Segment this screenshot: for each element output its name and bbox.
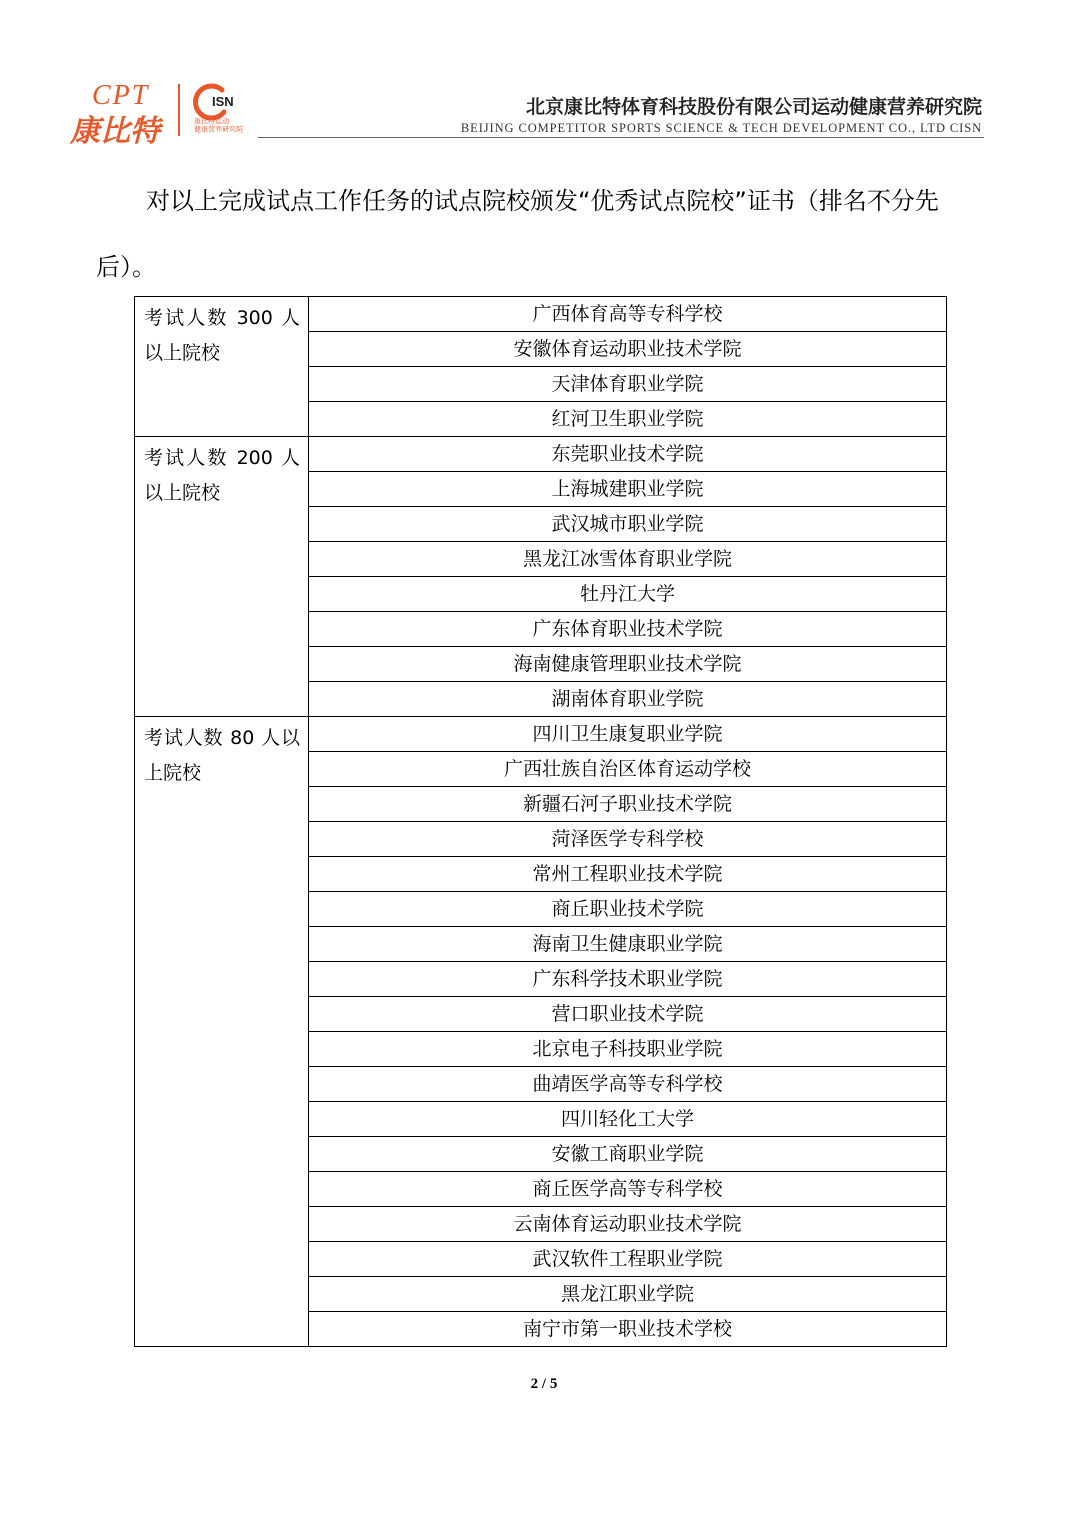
school-name-cell: 广东科学技术职业学院	[309, 962, 947, 997]
school-name-cell: 上海城建职业学院	[309, 472, 947, 507]
school-name-cell: 海南健康管理职业技术学院	[309, 647, 947, 682]
org-name-en: BEIJING COMPETITOR SPORTS SCIENCE & TECH DEVELOPMENT CO., LTD CISN	[460, 121, 982, 135]
school-name-cell: 营口职业技术学院	[309, 997, 947, 1032]
intro-paragraph	[96, 168, 984, 300]
award-table	[134, 296, 947, 1347]
category-cell: 考试人数 200 人以上院校	[135, 437, 309, 717]
school-name-cell: 红河卫生职业学院	[309, 402, 947, 437]
school-name-cell: 四川轻化工大学	[309, 1102, 947, 1137]
school-name-cell: 广西体育高等专科学校	[309, 297, 947, 332]
cisn-logo-en: ISN	[212, 94, 234, 109]
school-name-cell: 广西壮族自治区体育运动学校	[309, 752, 947, 787]
school-name-cell: 牡丹江大学	[309, 577, 947, 612]
school-name-cell: 菏泽医学专科学校	[309, 822, 947, 857]
cpt-logo	[70, 80, 170, 149]
cisn-logo-cn-line1: 康比特运动	[194, 118, 230, 126]
school-name-cell: 商丘医学高等专科学校	[309, 1172, 947, 1207]
table-row	[135, 717, 947, 752]
category-cell: 考试人数 80 人以上院校	[135, 717, 309, 1347]
school-name-cell: 常州工程职业技术学院	[309, 857, 947, 892]
school-name-cell: 安徽工商职业学院	[309, 1137, 947, 1172]
school-name-cell: 武汉城市职业学院	[309, 507, 947, 542]
cisn-logo	[192, 82, 252, 138]
school-name-cell: 南宁市第一职业技术学校	[309, 1312, 947, 1347]
page-number: 2 / 5	[530, 1376, 558, 1392]
header-rule	[258, 137, 984, 138]
school-name-cell: 北京电子科技职业学院	[309, 1032, 947, 1067]
school-name-cell: 东莞职业技术学院	[309, 437, 947, 472]
school-name-cell: 曲靖医学高等专科学校	[309, 1067, 947, 1102]
school-name-cell: 海南卫生健康职业学院	[309, 927, 947, 962]
table-row	[135, 297, 947, 332]
category-cell: 考试人数 300 人以上院校	[135, 297, 309, 437]
school-name-cell: 黑龙江冰雪体育职业学院	[309, 542, 947, 577]
school-name-cell: 安徽体育运动职业技术学院	[309, 332, 947, 367]
school-name-cell: 广东体育职业技术学院	[309, 612, 947, 647]
cpt-logo-en: CPT	[92, 80, 150, 111]
logo-divider	[178, 84, 180, 136]
school-name-cell: 黑龙江职业学院	[309, 1277, 947, 1312]
school-name-cell: 湖南体育职业学院	[309, 682, 947, 717]
award-table-body	[135, 297, 947, 1347]
school-name-cell: 商丘职业技术学院	[309, 892, 947, 927]
cisn-logo-cn-line2: 健康营养研究院	[194, 125, 244, 134]
cpt-logo-cn: 康比特	[70, 114, 160, 149]
school-name-cell: 云南体育运动职业技术学院	[309, 1207, 947, 1242]
school-name-cell: 新疆石河子职业技术学院	[309, 787, 947, 822]
cisn-logo-cn	[194, 118, 243, 134]
table-row	[135, 437, 947, 472]
school-name-cell: 天津体育职业学院	[309, 367, 947, 402]
org-name-cn: 北京康比特体育科技股份有限公司运动健康营养研究院	[525, 96, 982, 118]
school-name-cell: 武汉软件工程职业学院	[309, 1242, 947, 1277]
school-name-cell: 四川卫生康复职业学院	[309, 717, 947, 752]
intro-text: 对以上完成试点工作任务的试点院校颁发“优秀试点院校”证书（排名不分先后）。	[96, 187, 939, 281]
